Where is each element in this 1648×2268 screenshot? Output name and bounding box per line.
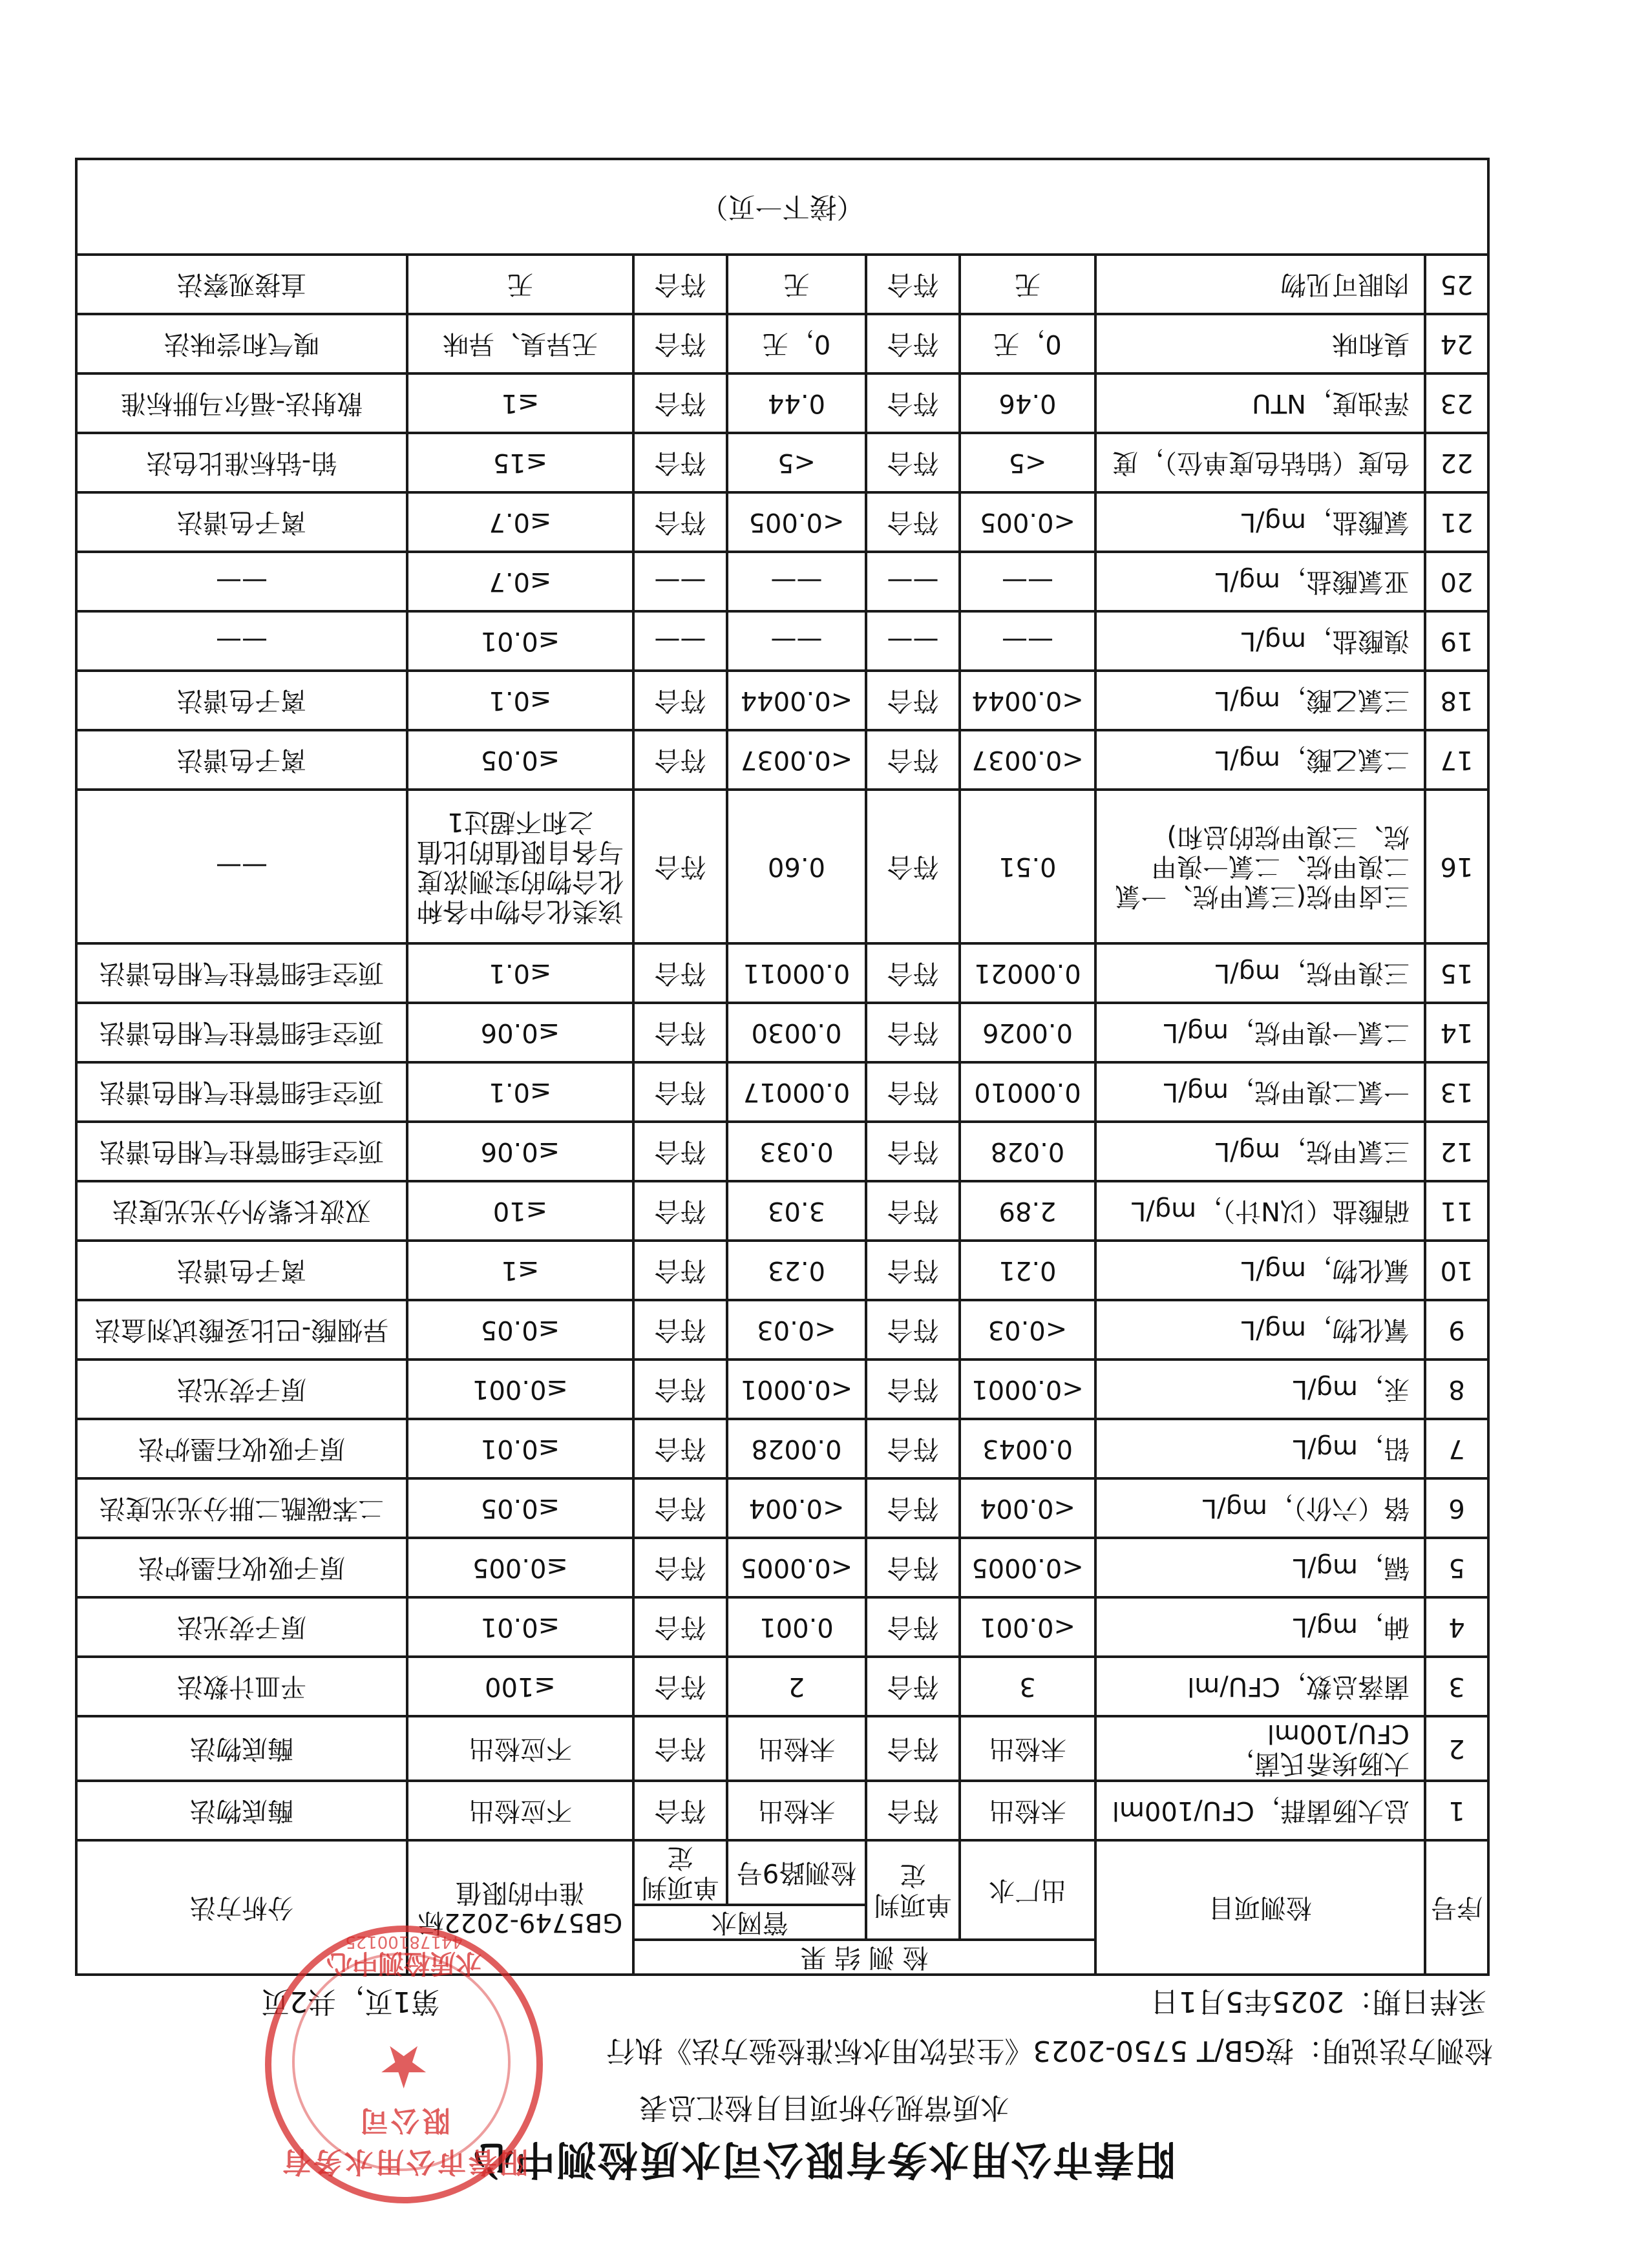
cell-item: 亚氯酸盐，mg/L [1095, 552, 1425, 611]
table-row [76, 1716, 1488, 1781]
cell-network: <0.004 [727, 1478, 866, 1538]
cell-outlet: <0.004 [960, 1478, 1095, 1538]
cell-network: <0.0037 [727, 730, 866, 790]
cell-method: 直接观察法 [76, 255, 407, 314]
cell-outlet: 0.0043 [960, 1419, 1095, 1478]
table-row [76, 1003, 1488, 1062]
header-judgment-2: 单项判定 [633, 1840, 727, 1905]
table-row [76, 1538, 1488, 1597]
table-row [76, 1300, 1488, 1360]
cell-judgment-network: 符合 [633, 373, 727, 433]
cell-method: 顶空毛细管柱气相色谱法 [76, 1062, 407, 1122]
cell-outlet: —— [960, 611, 1095, 671]
cell-item: 三卤甲烷(三氯甲烷、一氯二溴甲烷、二氯一溴甲烷、三溴甲烷的总和) [1095, 790, 1425, 943]
cell-network: 未检出 [727, 1781, 866, 1840]
cell-method: —— [76, 552, 407, 611]
cell-outlet: <5 [960, 433, 1095, 492]
cell-limit: ≤0.01 [407, 611, 633, 671]
cell-seq: 12 [1425, 1122, 1488, 1181]
cell-item: 三氯甲烷，mg/L [1095, 1122, 1425, 1181]
cell-item: 铬（六价），mg/L [1095, 1478, 1425, 1538]
cell-item: 镉，mg/L [1095, 1538, 1425, 1597]
cell-network: 0.60 [727, 790, 866, 943]
cell-judgment-outlet: —— [866, 611, 960, 671]
cell-limit: ≤0.05 [407, 730, 633, 790]
cell-outlet: <0.0044 [960, 671, 1095, 730]
header-standard: GB5749-2022标准中的限值 [407, 1840, 633, 1975]
table-row [76, 1781, 1488, 1840]
cell-judgment-network: 符合 [633, 314, 727, 373]
table-row [76, 1062, 1488, 1122]
results-table [75, 158, 1490, 1976]
cell-judgment-network: 符合 [633, 1419, 727, 1478]
cell-limit: ≤0.005 [407, 1538, 633, 1597]
table-row [76, 1419, 1488, 1478]
cell-seq: 22 [1425, 433, 1488, 492]
cell-outlet: 未检出 [960, 1781, 1095, 1840]
cell-method: —— [76, 611, 407, 671]
cell-judgment-network: 符合 [633, 1300, 727, 1360]
cell-judgment-outlet: 符合 [866, 790, 960, 943]
cell-method: 离子色谱法 [76, 671, 407, 730]
cell-network: <0.0001 [727, 1360, 866, 1419]
cell-outlet: —— [960, 552, 1095, 611]
table-row [76, 730, 1488, 790]
cell-judgment-network: 符合 [633, 1538, 727, 1597]
cell-limit: ≤1 [407, 373, 633, 433]
cell-judgment-outlet: 符合 [866, 255, 960, 314]
cell-judgment-network: 符合 [633, 1478, 727, 1538]
cell-item: 氯酸盐，mg/L [1095, 492, 1425, 552]
header-outlet: 出厂水 [960, 1840, 1095, 1940]
cell-item: 色度（铂钴色度单位），度 [1095, 433, 1425, 492]
cell-seq: 10 [1425, 1241, 1488, 1300]
cell-judgment-network: 符合 [633, 1241, 727, 1300]
cell-outlet: <0.0005 [960, 1538, 1095, 1597]
report-subtitle: 水质常规分析项目月检汇总表 [639, 2091, 1009, 2124]
cell-network: 2 [727, 1657, 866, 1716]
cell-outlet: 0.46 [960, 373, 1095, 433]
cell-method: 酶底物法 [76, 1781, 407, 1840]
cell-seq: 1 [1425, 1781, 1488, 1840]
table-row [76, 1241, 1488, 1300]
cell-judgment-network: 符合 [633, 433, 727, 492]
cell-seq: 23 [1425, 373, 1488, 433]
cell-seq: 3 [1425, 1657, 1488, 1716]
cell-seq: 17 [1425, 730, 1488, 790]
cell-judgment-outlet: 符合 [866, 671, 960, 730]
cell-network: —— [727, 611, 866, 671]
cell-judgment-outlet: 符合 [866, 1597, 960, 1657]
table-row [76, 373, 1488, 433]
cell-method: 酶底物法 [76, 1716, 407, 1781]
table-row [76, 314, 1488, 373]
cell-item: 硝酸盐（以N计），mg/L [1095, 1181, 1425, 1241]
cell-limit: 不应检出 [407, 1781, 633, 1840]
cell-outlet: 3 [960, 1657, 1095, 1716]
cell-method: 原子吸收石墨炉法 [76, 1538, 407, 1597]
cell-method: 原子吸收石墨炉法 [76, 1419, 407, 1478]
cell-outlet: 0.51 [960, 790, 1095, 943]
cell-outlet: <0.001 [960, 1597, 1095, 1657]
cell-judgment-outlet: 符合 [866, 373, 960, 433]
cell-item: 铅，mg/L [1095, 1419, 1425, 1478]
cell-limit: ≤0.1 [407, 1062, 633, 1122]
cell-network: <0.0044 [727, 671, 866, 730]
cell-limit: ≤100 [407, 1657, 633, 1716]
cell-seq: 13 [1425, 1062, 1488, 1122]
cell-outlet: <0.0001 [960, 1360, 1095, 1419]
cell-outlet: <0.03 [960, 1300, 1095, 1360]
cell-judgment-network: 符合 [633, 790, 727, 943]
cell-judgment-outlet: 符合 [866, 1478, 960, 1538]
cell-judgment-network: 符合 [633, 255, 727, 314]
cell-network: 未检出 [727, 1716, 866, 1781]
sampling-date: 采样日期：2025年5月1日 [1150, 1985, 1486, 2018]
cell-judgment-network: 符合 [633, 671, 727, 730]
header-results-group: 检 测 结 果 [633, 1940, 1095, 1975]
seal-ring-text: 阳春市公用水务有限公司 [280, 2104, 528, 2178]
cell-item: 二氯一溴甲烷，mg/L [1095, 1003, 1425, 1062]
cell-network: 0.00017 [727, 1062, 866, 1122]
cell-network: <0.03 [727, 1300, 866, 1360]
cell-limit: ≤0.01 [407, 1419, 633, 1478]
header-judgment-1: 单项判定 [866, 1840, 960, 1940]
results-table-body [76, 255, 1488, 1840]
cell-method: 异烟酸-巴比妥酸试剂盒法 [76, 1300, 407, 1360]
cell-outlet: <0.005 [960, 492, 1095, 552]
cell-network: 无 [727, 255, 866, 314]
cell-limit: 无 [407, 255, 633, 314]
cell-judgment-outlet: 符合 [866, 943, 960, 1003]
cell-judgment-network: 符合 [633, 1122, 727, 1181]
cell-network: 0.23 [727, 1241, 866, 1300]
cell-item: 大肠埃希氏菌，CFU/100ml [1095, 1716, 1425, 1781]
cell-judgment-outlet: 符合 [866, 492, 960, 552]
cell-item: 三溴甲烷，mg/L [1095, 943, 1425, 1003]
cell-network: <5 [727, 433, 866, 492]
cell-judgment-outlet: 符合 [866, 1538, 960, 1597]
cell-seq: 11 [1425, 1181, 1488, 1241]
cell-limit: ≤0.06 [407, 1003, 633, 1062]
cell-limit: ≤0.06 [407, 1122, 633, 1181]
page-info: 第1页，共2页 [261, 1985, 439, 2018]
header-item: 检测项目 [1095, 1840, 1425, 1975]
cell-network: 0，无 [727, 314, 866, 373]
cell-method: 顶空毛细管柱气相色谱法 [76, 943, 407, 1003]
cell-seq: 8 [1425, 1360, 1488, 1419]
cell-method: 原子荧光法 [76, 1360, 407, 1419]
cell-method: 离子色谱法 [76, 1241, 407, 1300]
cell-seq: 19 [1425, 611, 1488, 671]
cell-judgment-network: 符合 [633, 1657, 727, 1716]
cell-judgment-outlet: 符合 [866, 1419, 960, 1478]
cell-method: 离子色谱法 [76, 492, 407, 552]
cell-limit: ≤0.7 [407, 552, 633, 611]
seal-star-icon: ★ [377, 2032, 430, 2100]
cell-seq: 21 [1425, 492, 1488, 552]
cell-judgment-network: 符合 [633, 1597, 727, 1657]
table-row [76, 255, 1488, 314]
table-row [76, 790, 1488, 943]
table-row [76, 1181, 1488, 1241]
table-row [76, 671, 1488, 730]
cell-method: 顶空毛细管柱气相色谱法 [76, 1122, 407, 1181]
cell-judgment-outlet: 符合 [866, 1122, 960, 1181]
cell-limit: ≤0.1 [407, 671, 633, 730]
cell-seq: 16 [1425, 790, 1488, 943]
cell-item: 二氯乙酸，mg/L [1095, 730, 1425, 790]
cell-limit: ≤1 [407, 1241, 633, 1300]
cell-network: 0.0028 [727, 1419, 866, 1478]
cell-judgment-outlet: 符合 [866, 1781, 960, 1840]
table-row [76, 611, 1488, 671]
cell-outlet: 0.0026 [960, 1003, 1095, 1062]
header-network: 管网水 [633, 1905, 866, 1940]
cell-judgment-network: 符合 [633, 1181, 727, 1241]
cell-judgment-outlet: 符合 [866, 730, 960, 790]
cell-limit: 该类化合物中各种化合物的实测浓度与各自限值的比值之和不超过1 [407, 790, 633, 943]
cell-limit: ≤0.7 [407, 492, 633, 552]
method-note: 检测方法说明：按GB/T 5750-2023《生活饮用水标准检验方法》执行 [606, 2034, 1493, 2067]
cell-judgment-outlet: 符合 [866, 1716, 960, 1781]
cell-network: —— [727, 552, 866, 611]
cell-network: 0.44 [727, 373, 866, 433]
cell-seq: 9 [1425, 1300, 1488, 1360]
table-row [76, 1478, 1488, 1538]
cell-judgment-network: —— [633, 611, 727, 671]
cell-item: 氰化物，mg/L [1095, 1300, 1425, 1360]
cell-method: —— [76, 790, 407, 943]
cell-method: 双波长紫外分光光度法 [76, 1181, 407, 1241]
table-row [76, 1360, 1488, 1419]
cell-outlet: 2.89 [960, 1181, 1095, 1241]
cell-judgment-network: 符合 [633, 730, 727, 790]
cell-seq: 14 [1425, 1003, 1488, 1062]
cell-method: 平皿计数法 [76, 1657, 407, 1716]
cell-item: 汞，mg/L [1095, 1360, 1425, 1419]
cell-outlet: 0，无 [960, 314, 1095, 373]
cell-limit: ≤0.01 [407, 1597, 633, 1657]
seal-serial: 44178100125 [345, 1932, 463, 1951]
cell-item: 一氯二溴甲烷，mg/L [1095, 1062, 1425, 1122]
cell-judgment-outlet: 符合 [866, 1360, 960, 1419]
cell-network: 0.0030 [727, 1003, 866, 1062]
table-row [76, 492, 1488, 552]
official-seal [265, 1926, 543, 2203]
cell-judgment-outlet: 符合 [866, 1062, 960, 1122]
cell-item: 三氯乙酸，mg/L [1095, 671, 1425, 730]
cell-outlet: 未检出 [960, 1716, 1095, 1781]
cell-judgment-network: 符合 [633, 943, 727, 1003]
cell-item: 砷，mg/L [1095, 1597, 1425, 1657]
cell-limit: ≤10 [407, 1181, 633, 1241]
cell-judgment-outlet: 符合 [866, 314, 960, 373]
cell-limit: ≤0.1 [407, 943, 633, 1003]
cell-method: 原子荧光法 [76, 1597, 407, 1657]
cell-network: <0.005 [727, 492, 866, 552]
cell-seq: 6 [1425, 1478, 1488, 1538]
cell-outlet: 无 [960, 255, 1095, 314]
header-network-point: 检测路9号 [727, 1840, 866, 1905]
cell-judgment-outlet: 符合 [866, 433, 960, 492]
cell-network: 0.033 [727, 1122, 866, 1181]
cell-item: 臭和味 [1095, 314, 1425, 373]
cell-judgment-outlet: 符合 [866, 1003, 960, 1062]
cell-seq: 4 [1425, 1597, 1488, 1657]
cell-judgment-outlet: 符合 [866, 1181, 960, 1241]
cell-item: 氟化物，mg/L [1095, 1241, 1425, 1300]
cell-method: 铂-钴标准比色法 [76, 433, 407, 492]
cell-seq: 24 [1425, 314, 1488, 373]
cell-limit: 不应检出 [407, 1716, 633, 1781]
cell-outlet: 0.00010 [960, 1062, 1095, 1122]
table-row [76, 552, 1488, 611]
cell-outlet: 0.00021 [960, 943, 1095, 1003]
cell-judgment-network: 符合 [633, 1062, 727, 1122]
results-table-wrapper [78, 158, 1490, 1976]
cell-seq: 20 [1425, 552, 1488, 611]
header-method: 分析方法 [76, 1840, 407, 1975]
cell-outlet: 0.028 [960, 1122, 1095, 1181]
continued-note: （接下一页） [76, 159, 1488, 255]
cell-seq: 18 [1425, 671, 1488, 730]
cell-network: <0.0005 [727, 1538, 866, 1597]
table-row [76, 433, 1488, 492]
report-title: 阳春市公用水务有限公司水质检测中心 [472, 2136, 1176, 2183]
table-row [76, 1122, 1488, 1181]
cell-judgment-outlet: 符合 [866, 1657, 960, 1716]
cell-judgment-network: 符合 [633, 1716, 727, 1781]
cell-limit: ≤0.001 [407, 1360, 633, 1419]
cell-item: 菌落总数，CFU/ml [1095, 1657, 1425, 1716]
cell-item: 肉眼可见物 [1095, 255, 1425, 314]
cell-method: 嗅气和尝味法 [76, 314, 407, 373]
seal-bottom-text: 水质检测中心 [326, 1948, 481, 1978]
cell-seq: 25 [1425, 255, 1488, 314]
cell-item: 浑浊度，NTU [1095, 373, 1425, 433]
cell-judgment-network: 符合 [633, 1781, 727, 1840]
table-row [76, 943, 1488, 1003]
cell-seq: 15 [1425, 943, 1488, 1003]
cell-judgment-outlet: 符合 [866, 1241, 960, 1300]
cell-network: 0.001 [727, 1597, 866, 1657]
cell-method: 顶空毛细管柱气相色谱法 [76, 1003, 407, 1062]
cell-limit: 无异臭、异味 [407, 314, 633, 373]
cell-network: 3.03 [727, 1181, 866, 1241]
cell-judgment-outlet: —— [866, 552, 960, 611]
cell-limit: ≤0.05 [407, 1300, 633, 1360]
cell-item: 溴酸盐，mg/L [1095, 611, 1425, 671]
cell-judgment-outlet: 符合 [866, 1300, 960, 1360]
cell-judgment-network: —— [633, 552, 727, 611]
cell-judgment-network: 符合 [633, 492, 727, 552]
cell-network: 0.00011 [727, 943, 866, 1003]
cell-limit: ≤0.05 [407, 1478, 633, 1538]
cell-item: 总大肠菌群，CFU/100ml [1095, 1781, 1425, 1840]
table-row [76, 1657, 1488, 1716]
cell-seq: 7 [1425, 1419, 1488, 1478]
cell-outlet: <0.0037 [960, 730, 1095, 790]
header-seq: 序号 [1425, 1840, 1488, 1975]
cell-limit: ≤15 [407, 433, 633, 492]
table-row [76, 1597, 1488, 1657]
cell-method: 散射法-福尔马肼标准 [76, 373, 407, 433]
cell-method: 离子色谱法 [76, 730, 407, 790]
cell-seq: 2 [1425, 1716, 1488, 1781]
cell-judgment-network: 符合 [633, 1003, 727, 1062]
cell-outlet: 0.21 [960, 1241, 1095, 1300]
cell-judgment-network: 符合 [633, 1360, 727, 1419]
cell-method: 二苯碳酰二肼分光光度法 [76, 1478, 407, 1538]
cell-seq: 5 [1425, 1538, 1488, 1597]
